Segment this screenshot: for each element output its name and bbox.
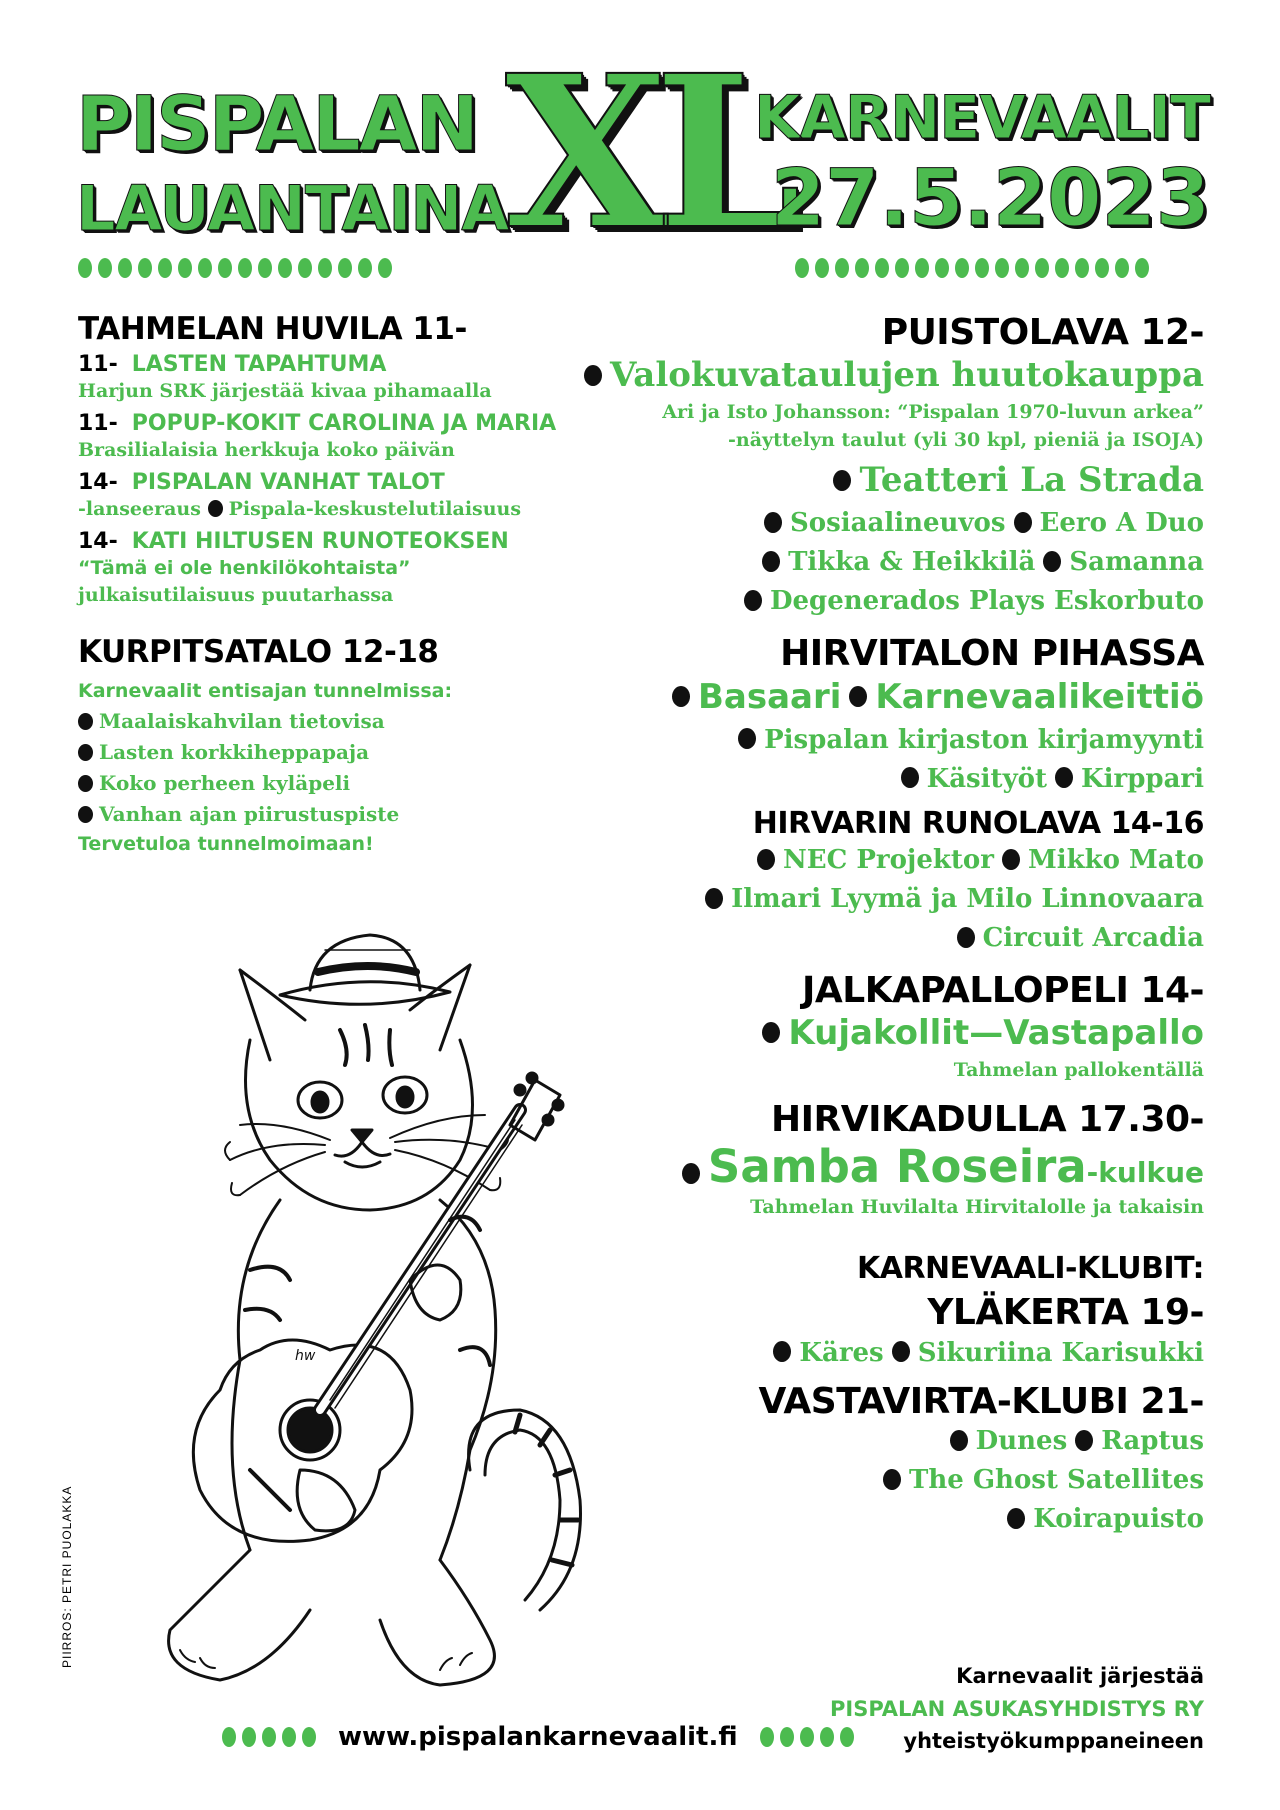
bullet-icon: [78, 744, 93, 761]
event-desc: “Tämä ei ole henkilökohtaista”: [78, 557, 411, 580]
event-desc: Harjun SRK järjestää kivaa pihamaalla: [78, 380, 492, 403]
header-date: 27.5.2023: [770, 154, 1210, 244]
bullet-icon: [892, 1341, 910, 1362]
event-desc: -näyttelyn taulut (yli 30 kpl, pieniä ja ISOJA): [728, 428, 1204, 451]
event-item: Samba Roseira-kulkue: [544, 1140, 1204, 1194]
event-item: Pispalan kirjaston kirjamyynti: [544, 721, 1204, 760]
event-item: Käres Sikuriina Karisukki: [544, 1334, 1204, 1373]
ylakerta-heading: YLÄKERTA 19-: [927, 1292, 1204, 1334]
bullet-icon: [1002, 849, 1020, 870]
list-item: Vanhan ajan piirustuspiste: [78, 799, 638, 830]
list-item: Koko perheen kyläpeli: [78, 768, 638, 799]
event-item: Dunes Raptus: [544, 1422, 1204, 1461]
event-desc: Ari ja Isto Johansson: “Pispalan 1970-luvun arkea”: [662, 401, 1204, 424]
header-xl: XL: [505, 29, 788, 276]
poster-header: [0, 0, 1280, 300]
event-time: 11-: [78, 352, 118, 378]
klubit-heading: KARNEVAALI-KLUBIT:: [856, 1250, 1204, 1286]
bullet-icon: [762, 551, 780, 572]
event-time: 11-: [78, 411, 118, 437]
header-dots-left: [78, 258, 392, 278]
hirvikatu-heading: HIRVIKADULLA 17.30-: [771, 1098, 1204, 1140]
event-item: Käsityöt Kirppari: [544, 760, 1204, 799]
hirvitalo-heading: HIRVITALON PIHASSA: [780, 633, 1204, 675]
bullet-icon: [682, 1163, 700, 1184]
bullet-icon: [705, 888, 723, 909]
bullet-icon: [833, 470, 851, 491]
vastavirta-heading: VASTAVIRTA-KLUBI 21-: [758, 1380, 1204, 1422]
bullet-icon: [764, 512, 782, 533]
event-desc: Pispala-keskustelutilaisuus: [228, 498, 522, 521]
footer-dots-left: [222, 1727, 316, 1747]
event-item: Valokuvataulujen huutokauppa: [544, 353, 1204, 399]
organizer-line3: yhteistyökumppaneineen: [903, 1729, 1204, 1754]
bullet-icon: [849, 686, 867, 707]
bullet-icon: [1043, 551, 1061, 572]
event-item: Kujakollit—Vastapallo: [544, 1011, 1204, 1057]
event-desc: -lanseeraus: [78, 498, 201, 521]
event-time: 14-: [78, 470, 118, 496]
bullet-icon: [672, 686, 690, 707]
event-item: NEC Projektor Mikko Mato: [544, 841, 1204, 880]
event-item: Ilmari Lyymä ja Milo Linnovaara: [544, 880, 1204, 919]
list-item: Lasten korkkiheppapaja: [78, 737, 638, 768]
header-karnevaalit: KARNEVAALIT: [753, 83, 1210, 153]
event-item: Sosiaalineuvos Eero A Duo: [544, 504, 1204, 543]
event-item: Koirapuisto: [544, 1500, 1204, 1539]
event-item: Circuit Arcadia: [544, 919, 1204, 958]
svg-text:hw: hw: [295, 1348, 316, 1364]
event-desc: Tahmelan Huvilalta Hirvitalolle ja takaisin: [750, 1196, 1204, 1219]
bullet-icon: [1055, 767, 1073, 788]
event-title: PISPALAN VANHAT TALOT: [131, 470, 445, 496]
event-item: The Ghost Satellites: [544, 1461, 1204, 1500]
list-item: Maalaiskahvilan tietovisa: [78, 706, 638, 737]
event-desc: julkaisutilaisuus puutarhassa: [78, 584, 394, 607]
header-pispalan: PISPALAN: [76, 79, 478, 168]
event-item: Teatteri La Strada: [544, 458, 1204, 504]
tahmelan-huvila-heading: TAHMELAN HUVILA 11-: [78, 311, 467, 347]
jalkapallo-heading: JALKAPALLOPELI 14-: [802, 970, 1204, 1012]
kurpitsa-outro: Tervetuloa tunnelmoimaan!: [78, 833, 374, 856]
event-item: Tikka & Heikkilä Samanna: [544, 543, 1204, 582]
right-column: [544, 312, 1204, 1539]
bullet-icon: [883, 1469, 901, 1490]
bullet-icon: [1075, 1430, 1093, 1451]
bullet-icon: [901, 767, 919, 788]
bullet-icon: [738, 728, 756, 749]
event-item: Basaari Karnevaalikeittiö: [544, 675, 1204, 721]
event-title: LASTEN TAPAHTUMA: [131, 352, 387, 378]
bullet-icon: [78, 713, 93, 730]
bullet-icon: [1014, 512, 1032, 533]
illustration-credit: PIIRROS: PETRI PUOLAKKA: [60, 1485, 74, 1668]
event-title: POPUP-KOKIT CAROLINA JA MARIA: [131, 411, 557, 437]
bullet-icon: [757, 849, 775, 870]
event-time: 14-: [78, 529, 118, 555]
runolava-heading: HIRVARIN RUNOLAVA 14-16: [752, 805, 1204, 841]
bullet-icon: [78, 806, 93, 823]
bullet-icon: [584, 365, 602, 386]
event-desc: Tahmelan pallokentällä: [953, 1059, 1204, 1082]
website-link[interactable]: www.pispalankarnevaalit.fi: [338, 1722, 738, 1752]
header-lauantaina: LAUANTAINA: [76, 172, 509, 245]
puistolava-heading: PUISTOLAVA 12-: [881, 312, 1204, 353]
organizer-name: PISPALAN ASUKASYHDISTYS RY: [830, 1696, 1204, 1721]
footer-url-row: [222, 1722, 854, 1752]
bullet-icon: [773, 1341, 791, 1362]
bullet-icon: [208, 500, 223, 517]
bullet-icon: [78, 775, 93, 792]
organizer-block: [830, 1660, 1204, 1758]
event-desc: Brasilialaisia herkkuja koko päivän: [78, 439, 455, 462]
bullet-icon: [950, 1430, 968, 1451]
organizer-line1: Karnevaalit järjestää: [956, 1664, 1204, 1688]
event-title: KATI HILTUSEN RUNOTEOKSEN: [131, 529, 509, 555]
event-item: Degenerados Plays Eskorbuto: [544, 582, 1204, 621]
bullet-icon: [957, 927, 975, 948]
kurpitsa-intro: Karnevaalit entisajan tunnelmissa:: [78, 679, 453, 702]
bullet-icon: [744, 590, 762, 611]
kurpitsatalo-heading: KURPITSATALO 12-18: [78, 633, 439, 670]
bullet-icon: [762, 1022, 780, 1043]
bullet-icon: [1007, 1508, 1025, 1529]
header-dots-right: [795, 258, 1149, 278]
